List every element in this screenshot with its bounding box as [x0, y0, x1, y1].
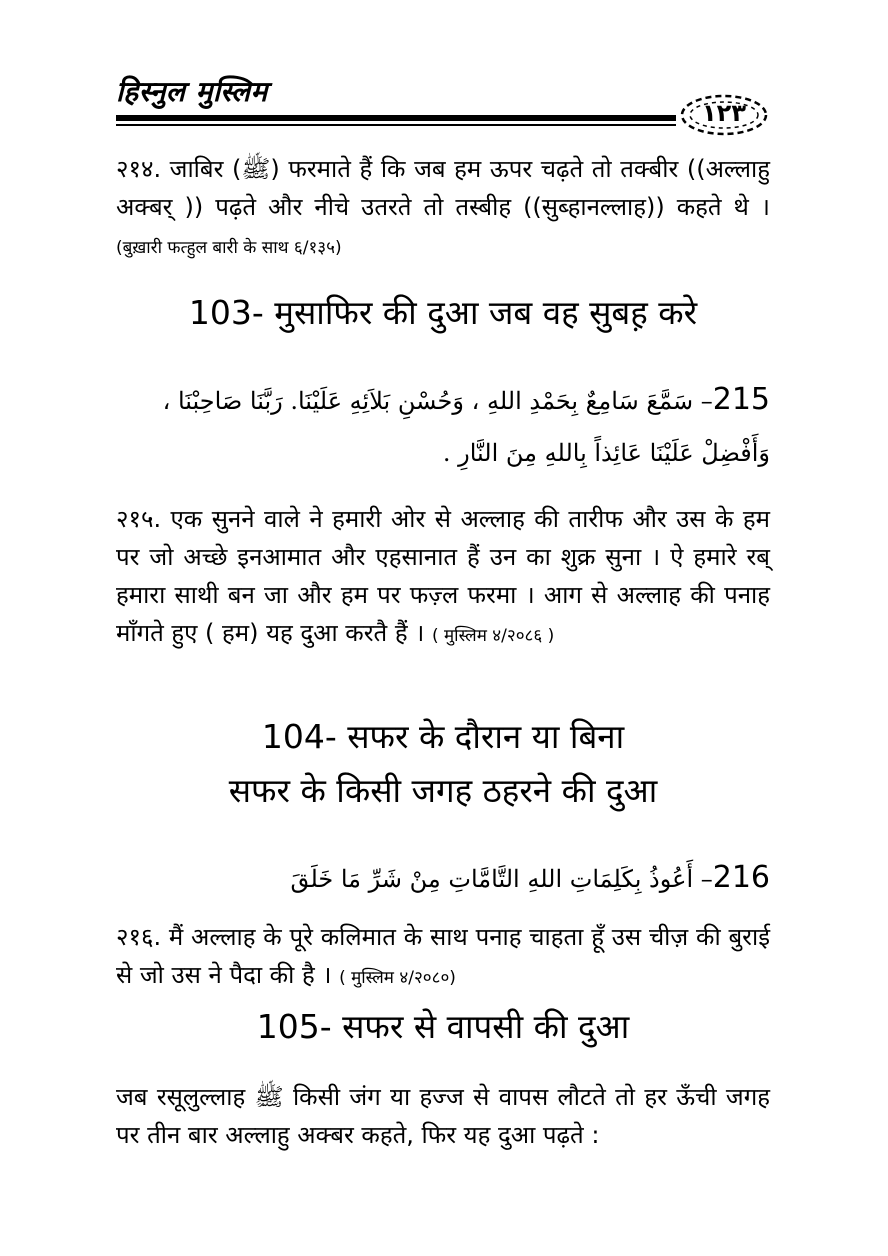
arabic-dua-216 [116, 852, 770, 905]
paragraph-216-text: २१६. मैं अल्लाह के पूरे कलिमात के साथ पनाह चाहता हूँ उस चीज़ की बुराई से जो उस ने पैदा की है । [116, 923, 770, 989]
header-rule-thick [116, 115, 676, 121]
page-number-badge [678, 92, 770, 138]
paragraph-216 [116, 918, 770, 997]
dua-number-216: 216 [712, 860, 770, 895]
paragraph-214-reference: (बुख़ारी फत्हुल बारी के साथ ६/१३५) [116, 238, 342, 258]
arabic-216-line-1 [116, 852, 770, 905]
paragraph-214 [116, 150, 770, 267]
dua-number-215: 215 [712, 382, 770, 417]
header-rule-thin [116, 124, 676, 126]
paragraph-215-text: २१५. एक सुनने वाले ने हमारी ओर से अल्लाह की तारीफ और उस के हम पर जो अच्छे इनआमात और एहसानात हैं उन का शुक्र सुना । ऐ हमारे रब् हमारा साथी बन जा और हम पर फज़्ल फरमा । आग से अल्लाह की पनाह माँगते हुए ( हम) यह दुआ करतै हैं । [116, 505, 770, 647]
paragraph-216-reference: ( मुस्लिम ४/२०८०) [339, 968, 456, 988]
arabic-216-text-1: – أَعُوذُ بِكَلِمَاتِ اللهِ التَّامَّاتِ مِنْ شَرِّ مَا خَلَقَ [290, 865, 713, 893]
heading-103: 103- मुसाफिर की दुआ जब वह सुबह़ करे [188, 293, 698, 332]
paragraph-214-text: २१४. जाबिर (ﷺ) फरमाते हैं कि जब हम ऊपर चढ़ते तो तक्बीर ((अल्लाहु अक्बर् )) पढ़ते और नीचे उतरते तो तस्बीह ((सुब्हानल्लाह)) कहते थे । [116, 155, 770, 221]
heading-104-line-1: 104- सफर के दौरान या बिना [261, 717, 625, 756]
arabic-dua-215 [116, 374, 770, 479]
paragraph-215-reference: ( मुस्लिम ४/२०८६ ) [431, 626, 555, 646]
paragraph-215 [116, 500, 770, 655]
page-number: ۱۲۳ [702, 99, 746, 127]
arabic-215-line-1 [116, 374, 770, 427]
arabic-215-text-1: – سَمَّعَ سَامِعٌ بِحَمْدِ اللهِ ، وَحُسْنِ بَلاَئِهِ عَلَيْنَا. رَبَّنَا صَاحِبْنَا ، [162, 387, 713, 415]
running-header-title: हिस्नुल मुस्लिम [116, 75, 268, 108]
heading-104-line-2: सफर के किसी जगह ठहरने की दुआ [228, 771, 658, 810]
heading-105: 105- सफर से वापसी की दुआ [256, 1007, 630, 1046]
arabic-215-line-2: وَأَفْضِلْ عَلَيْنَا عَائِذاً بِاللهِ مِنَ النَّارِ . [442, 439, 770, 467]
paragraph-return: जब रसूलुल्लाह ﷺ किसी जंग या हज्ज से वापस लौटते तो हर ऊँची जगह पर तीन बार अल्लाहु अक्बर कहते, फिर यह दुआ पढ़ते : [116, 1083, 771, 1149]
